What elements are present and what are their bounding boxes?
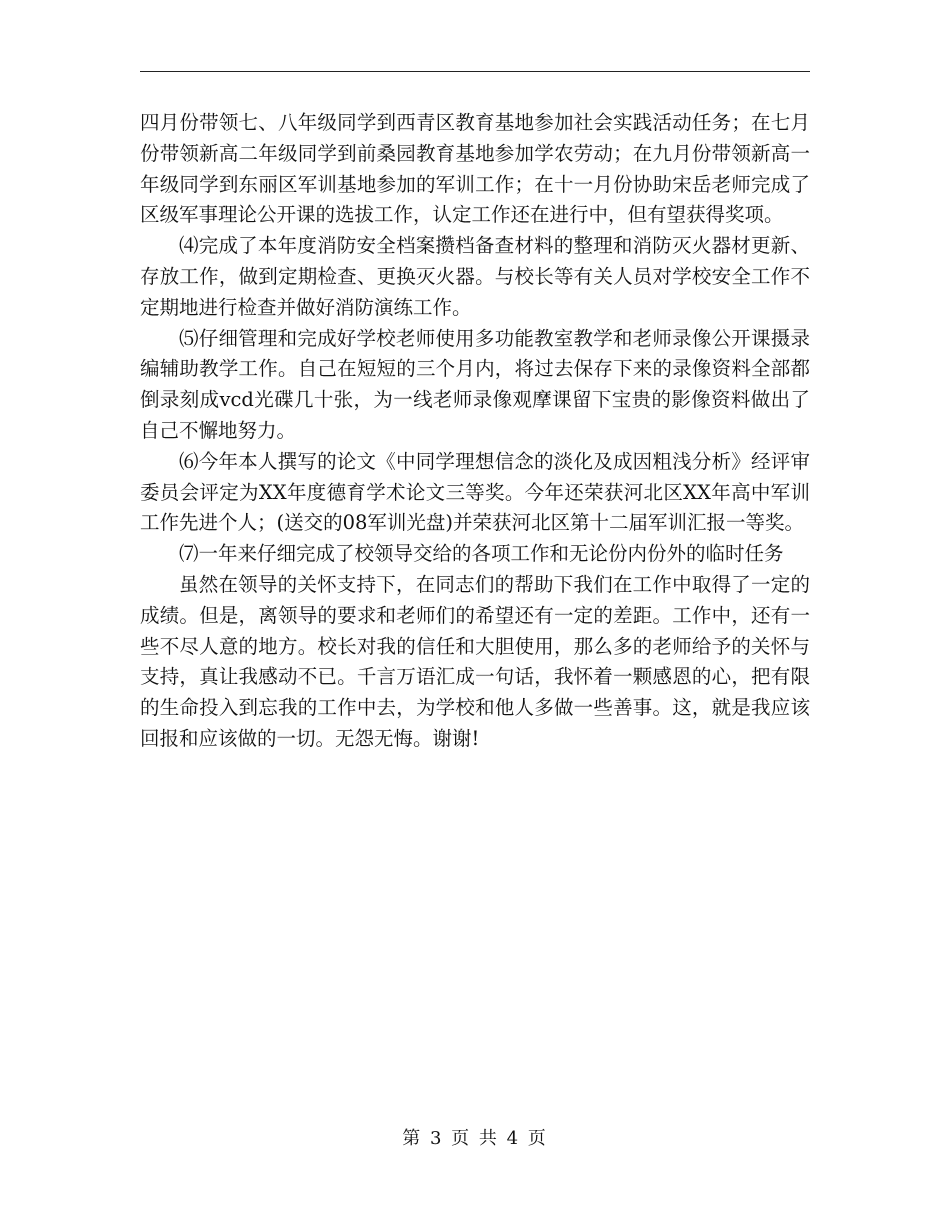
- paragraph-conclusion: 虽然在领导的关怀支持下，在同志们的帮助下我们在工作中取得了一定的成绩。但是，离领导的要求和老师们的希望还有一定的差距。工作中，还有一些不尽人意的地方。校长对我的信任和大胆使用，那么多的老师给予的关怀与支持，真让我感动不已。千言万语汇成一句话，我怀着一颗感恩的心，把有限的生命投入到忘我的工作中去，为学校和他人多做一些善事。这，就是我应该回报和应该做的一切。无怨无悔。谢谢!: [140, 572, 810, 750]
- paragraph-item-6: ⑹今年本人撰写的论文《中同学理想信念的淡化及成因粗浅分析》经评审委员会评定为XX年度德育学术论文三等奖。今年还荣获河北区XX年高中军训工作先进个人；(送交的08军训光盘)并荣获河北区第十二届军训汇报一等奖。: [140, 449, 810, 535]
- paragraph-item-7: ⑺一年来仔细完成了校领导交给的各项工作和无论份内份外的临时任务: [179, 542, 784, 566]
- document-body: [140, 108, 810, 755]
- page-number: 第 3 页 共 4 页: [402, 1128, 548, 1149]
- header-rule: [140, 71, 810, 72]
- paragraph-item-5: ⑸仔细管理和完成好学校老师使用多功能教室教学和老师录像公开课摄录编辅助教学工作。自己在短短的三个月内，将过去保存下来的录像资料全部都倒录刻成vcd光碟几十张，为一线老师录像观摩课留下宝贵的影像资料做出了自己不懈地努力。: [140, 326, 810, 442]
- paragraph-item-4: ⑷完成了本年度消防安全档案攒档备查材料的整理和消防灭火器材更新、存放工作，做到定期检查、更换灭火器。与校长等有关人员对学校安全工作不定期地进行检查并做好消防演练工作。: [140, 234, 810, 319]
- paragraph-activities: 四月份带领七、八年级同学到西青区教育基地参加社会实践活动任务；在七月份带领新高二年级同学到前桑园教育基地参加学农劳动；在九月份带领新高一年级同学到东丽区军训基地参加的军训工作；在十一月份协助宋岳老师完成了区级军事理论公开课的选拔工作，认定工作还在进行中，但有望获得奖项。: [140, 111, 810, 227]
